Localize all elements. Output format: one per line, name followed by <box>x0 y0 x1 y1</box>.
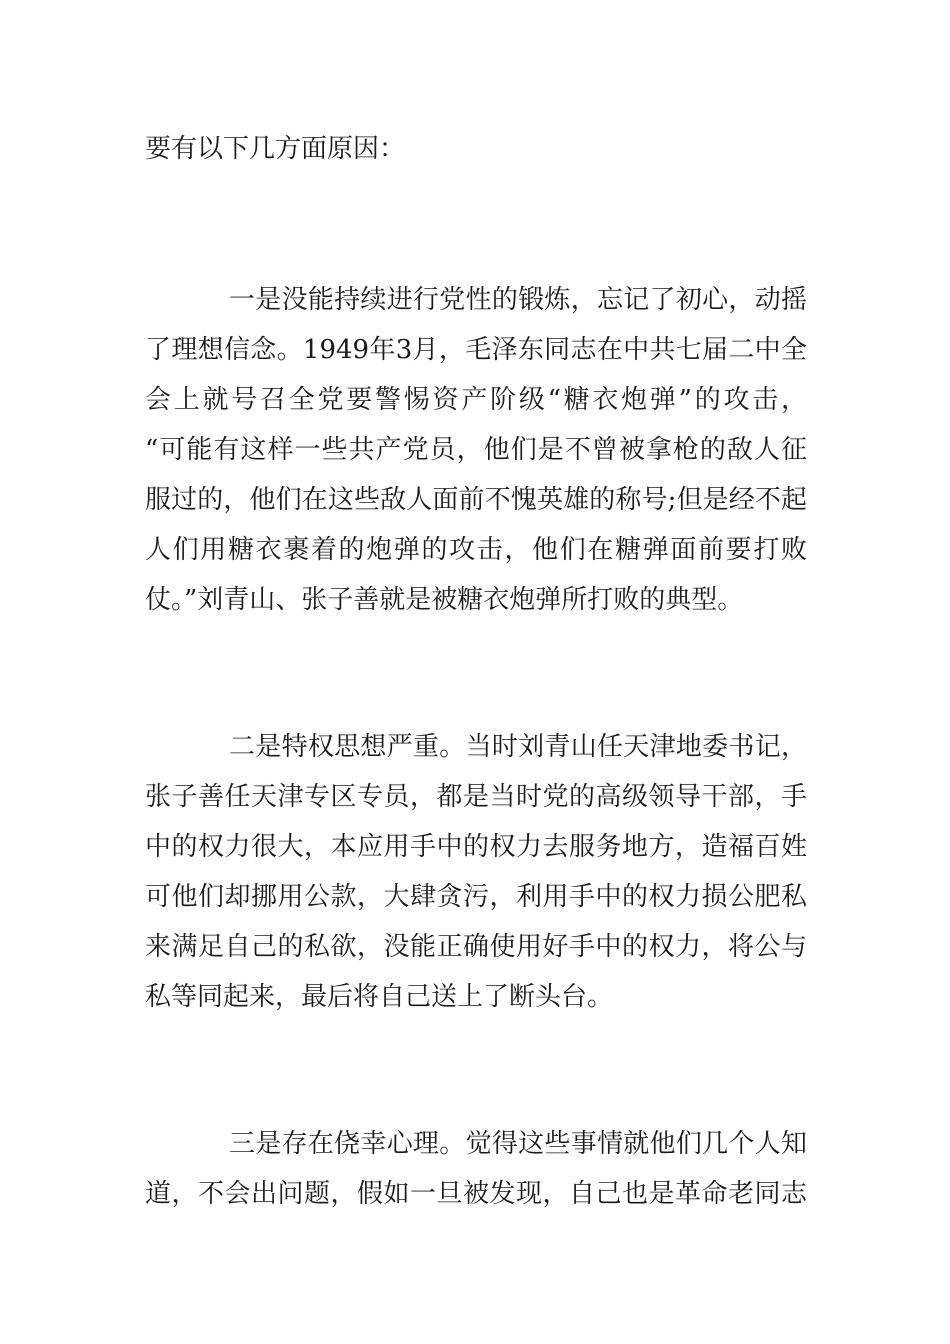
paragraph-line: 中的权力很大，本应用手中的权力去服务地方，造福百姓 <box>145 832 807 862</box>
paragraph-line: 私等同起来，最后将自己送上了断头台。 <box>145 982 614 1012</box>
paragraph-line: 张子善任天津专区专员，都是当时党的高级领导干部，手 <box>145 782 807 812</box>
paragraph-line: 道，不会出问题，假如一旦被发现，自己也是革命老同志 <box>145 1179 807 1209</box>
paragraph-line: 二是特权思想严重。当时刘青山任天津地委书记， <box>229 732 807 762</box>
paragraph-line: 服过的，他们在这些敌人面前不愧英雄的称号;但是经不起 <box>145 485 807 515</box>
paragraph-line: 一是没能持续进行党性的锻炼，忘记了初心，动摇 <box>229 285 807 315</box>
paragraph-line: 仗。”刘青山、张子善就是被糖衣炮弹所打败的典型。 <box>145 585 744 615</box>
paragraph-line: “可能有这样一些共产党员，他们是不曾被拿枪的敌人征 <box>145 435 807 465</box>
paragraph-line: 三是存在侥幸心理。觉得这些事情就他们几个人知 <box>229 1129 807 1159</box>
paragraph-line: 人们用糖衣裹着的炮弹的攻击，他们在糖弹面前要打败 <box>145 535 807 565</box>
intro-line: 要有以下几方面原因： <box>145 134 406 164</box>
paragraph-line: 了理想信念。1949年3月，毛泽东同志在中共七届二中全 <box>145 335 807 365</box>
paragraph-line: 来满足自己的私欲，没能正确使用好手中的权力，将公与 <box>145 932 807 962</box>
paragraph-line: 会上就号召全党要警惕资产阶级“糖衣炮弹”的攻击， <box>145 385 807 415</box>
paragraph-line: 可他们却挪用公款，大肆贪污，利用手中的权力损公肥私 <box>145 882 807 912</box>
